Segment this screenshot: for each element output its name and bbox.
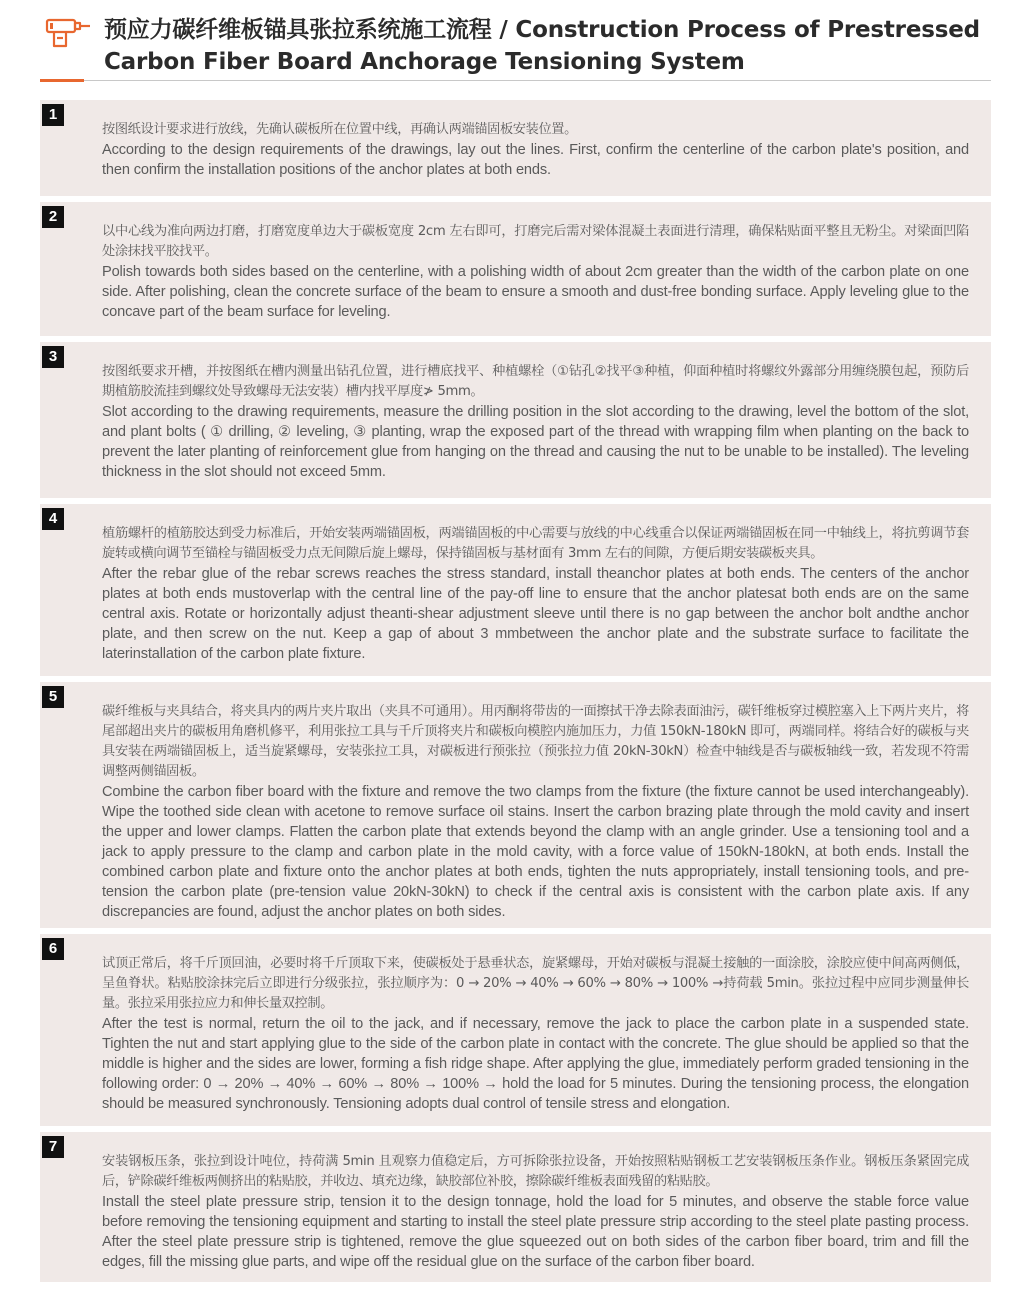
step-text-zh: 碳纤维板与夹具结合，将夹具内的两片夹片取出（夹具不可通用）。用丙酮将带齿的一面擦拭干净去除表面油污，碳钎维板穿过模腔塞入上下两片夹片，将尾部超出夹片的碳板用角磨机修平，利用张拉工具与千斤顶将夹片和碳板向模腔内施加压力，力值 150kN-180kN 即可，两端同样。将结合好的碳板与夹具安装在两端锚固板上，适当旋紧螺母，安装张拉工具，对碳板进行预张拉（预张拉力值 20kN-30kN）检查中轴线是否与碳板轴线一致，若发现不符需调整两侧锚固板。 [102,704,969,779]
step-number: 4 [42,508,64,530]
step-number: 6 [42,938,64,960]
step-text-en: After the test is normal, return the oil to the jack, and if necessary, remove the jack to place the carbon plate in a suspended state. Tighten the nut and start applying glue to the side of the carbon plate in contact with the concrete. The glue should be applied so that the middle is higher and the sides are lower, forming a fish ridge shape. After applying the glue, immediately perform graded tensioning in the following order: 0 → 20% → 40% → 60% → 80% → 100% → hold the load for 5 minutes. During the tensioning process, the elongation should be measured synchronously. Tensioning adopts dual control of tensile stress and elongation. [102,1016,969,1112]
step-text [102,524,969,664]
step-text [102,222,969,322]
step-number: 1 [42,104,64,126]
step-text-en: Combine the carbon fiber board with the fixture and remove the two clamps from the fixture (the fixture cannot be used interchangeably). Wipe the toothed side clean with acetone to remove surface oil stains. Insert the carbon brazing plate through the mold cavity and insert the upper and lower clamps. Flatten the carbon plate that extends beyond the clamp with an angle grinder. Use a tensioning tool and a jack to apply pressure to the clamp and carbon plate in the mold cavity, with a force value of 150kN-180kN, at both ends. Install the combined carbon plate and fixture onto the anchor plates at both ends, tighten the nuts appropriately, install tensioning tools, and pre-tension the carbon plate (pre-tension value 20kN-30kN) to check if the central axis is consistent with the carbon plate axis. If any discrepancies are found, adjust the anchor plates on both sides. [102,784,969,920]
step-text [102,954,969,1114]
step-text-en: After the rebar glue of the rebar screws reaches the stress standard, install theanchor plates at both ends. The centers of the anchor plates at both ends mustoverlap with the central line of the pay-off line to ensure that the anchor platesat both ends are on the same central axis. Rotate or horizontally adjust theanti-shear adjustment sleeve until there is no gap between the anchor bolt andthe anchor plate, and then screw on the nut. Keep a gap of about 3 mmbetween the anchor plate and the substrate surface to facilitate the laterinstallation of the carbon plate fixture. [102,566,969,662]
step-text-zh: 以中心线为准向两边打磨，打磨宽度单边大于碳板宽度 2cm 左右即可，打磨完后需对梁体混凝土表面进行清理，确保粘贴面平整且无粉尘。对梁面凹陷处涂抹找平胶找平。 [102,224,969,259]
step-number: 7 [42,1136,64,1158]
step-text-zh: 安装钢板压条，张拉到设计吨位，持荷满 5min 且观察力值稳定后，方可拆除张拉设备，开始按照粘贴钢板工艺安装钢板压条作业。钢板压条紧固完成后，铲除碳纤维板两侧挤出的粘贴胶，并收边、填充边缘，缺胶部位补胶，擦除碳纤维板表面残留的粘贴胶。 [102,1154,969,1189]
step-text-en: According to the design requirements of the drawings, lay out the lines. First, confirm the centerline of the carbon plate's position, and then confirm the installation positions of the anchor plates at both ends. [102,142,969,178]
step-text [102,362,969,482]
step-text-zh: 按图纸要求开槽，并按图纸在槽内测量出钻孔位置，进行槽底找平、种植螺栓（①钻孔②找平③种植，仰面种植时将螺纹外露部分用缠绕膜包起，预防后期植筋胶流挂到螺纹处导致螺母无法安装）槽内找平厚度≯ 5mm。 [102,364,969,399]
header-divider [40,80,991,81]
step-text [102,702,969,922]
step-text [102,120,969,180]
step-number: 2 [42,206,64,228]
step-number: 5 [42,686,64,708]
page-title [104,14,1004,78]
step-text-zh: 试顶正常后，将千斤顶回油，必要时将千斤顶取下来，使碳板处于悬垂状态，旋紧螺母，开始对碳板与混凝土接触的一面涂胶，涂胶应使中间高两侧低，呈鱼脊状。粘贴胶涂抹完后立即进行分级张拉，张拉顺序为：0 → 20% → 40% → 60% → 80% → 100% →持荷载 5min。张拉过程中应同步测量伸长量。张拉采用张拉应力和伸长量双控制。 [102,956,969,1011]
header-accent-bar [40,79,84,82]
step-5 [40,682,991,928]
step-text-en: Slot according to the drawing requirements, measure the drilling position in the slot according to the drawing, level the bottom of the slot, and plant bolts ( ① drilling, ② leveling, ③ planting, wrap the exposed part of the thread with wrapping film when planting on the back to prevent the later planting of reinforcement glue from hanging on the thread and causing the nut to be unable to be installed). The leveling thickness in the slot should not exceed 5mm. [102,404,969,480]
page-title-line1: 预应力碳纤维板锚具张拉系统施工流程 / Construction Process of Prestressed [104,17,980,43]
page-title-line2: Carbon Fiber Board Anchorage Tensioning System [104,49,745,75]
step-text-en: Install the steel plate pressure strip, tension it to the design tonnage, hold the load for 5 minutes, and observe the stable force value before removing the tensioning equipment and starting to install the steel plate pressure strip according to the steel plate pasting process. After the steel plate pressure strip is tightened, remove the glue squeezed out on both sides of the carbon fiber board, trim and fill the edges, fill the missing glue parts, and wipe off the residual glue on the surface of the carbon fiber board. [102,1194,969,1270]
step-6 [40,934,991,1126]
step-2 [40,202,991,336]
step-number: 3 [42,346,64,368]
step-7 [40,1132,991,1282]
step-text-zh: 按图纸设计要求进行放线，先确认碳板所在位置中线，再确认两端锚固板安装位置。 [102,122,577,137]
step-text-zh: 植筋螺杆的植筋胶达到受力标准后，开始安装两端锚固板，两端锚固板的中心需要与放线的中心线重合以保证两端锚固板在同一中轴线上，将抗剪调节套旋转或横向调节至锚栓与锚固板受力点无间隙后旋上螺母，保持锚固板与基材面有 3mm 左右的间隙，方便后期安装碳板夹具。 [102,526,969,561]
step-3 [40,342,991,498]
step-1 [40,100,991,196]
page-header [0,0,1024,90]
drill-icon [44,14,92,54]
step-text [102,1152,969,1272]
step-4 [40,504,991,676]
step-text-en: Polish towards both sides based on the centerline, with a polishing width of about 2cm greater than the width of the carbon plate on one side. After polishing, clean the concrete surface of the beam to ensure a smooth and dust-free bonding surface. Apply leveling glue to the concave part of the beam surface for leveling. [102,264,969,320]
